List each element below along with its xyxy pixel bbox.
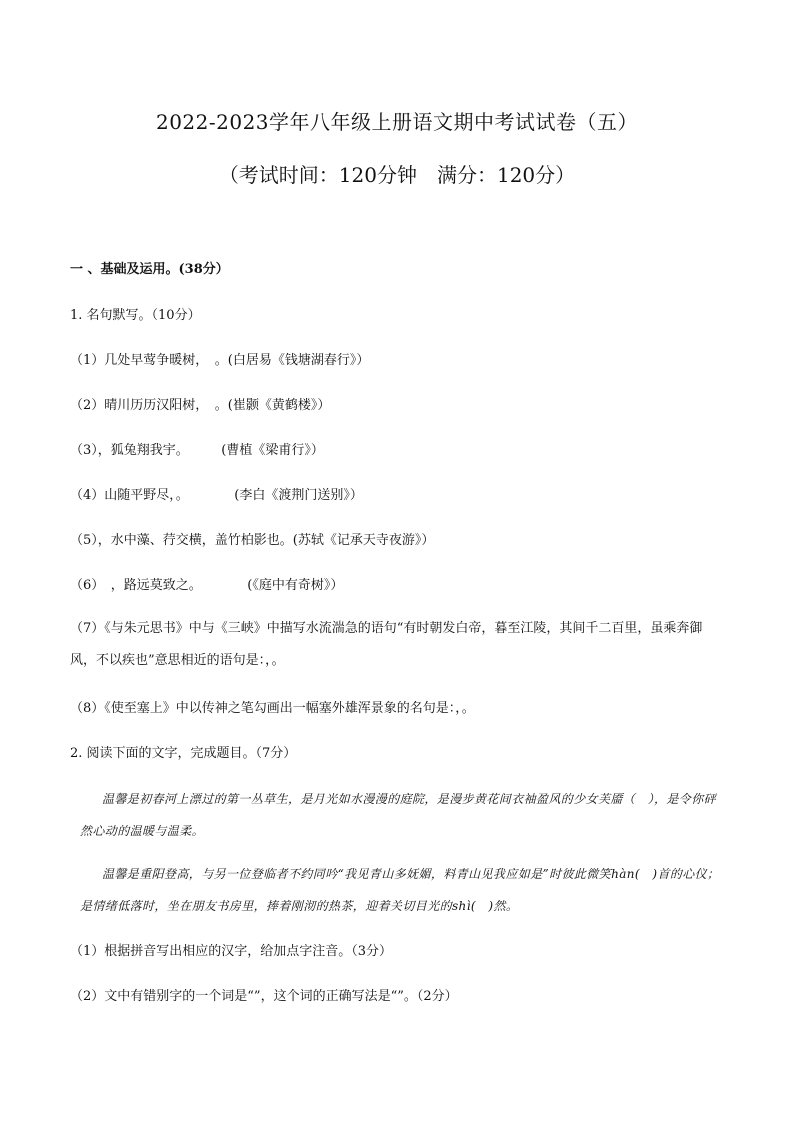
question-1-item-1: （1）几处早莺争暖树， 。(白居易《钱塘湖春行》） [70, 353, 370, 368]
passage-text-2: 温馨是重阳登高，与另一位登临者不约同吟“我见青山多妩媚，料青山见我应如是”时彼此微笑hàn( )首的心仪；是情绪低落时，坐在朋友书房里，捧着刚沏的热茶，迎着关切目光的shì( )然。 [80, 867, 720, 913]
question-1-item-2: （2）晴川历历汉阳树， 。(崔颢《黄鹤楼》） [70, 398, 331, 413]
question-2-stem: 2. 阅读下面的文字，完成题目。（7分） [70, 746, 297, 761]
question-1-item-7: （7）《与朱元思书》中与《三峡》中描写水流湍急的语句“有时朝发白帝，暮至江陵，其间千二百里，虽乘奔御风，不以疾也”意思相近的语句是：，。 [70, 621, 703, 668]
reading-passage-paragraph-2 [80, 858, 722, 922]
section-heading: 一 、基础及运用。(38分） [70, 262, 229, 277]
question-1-item-3: （3），狐兔翔我宇。 (曹植《梁甫行》） [70, 443, 324, 458]
question-1-item-6: （6） ，路远莫致之。 (《庭中有奇树》） [70, 578, 344, 593]
question-1-item-8: （8）《使至塞上》中以传神之笔勾画出一幅塞外雄浑景象的名句是：，。 [70, 701, 475, 716]
question-2-sub-2: （2）文中有错别字的一个词是“”，这个词的正确写法是“”。（2分） [70, 989, 458, 1004]
question-1-item-4: （4）山随平野尽，。 (李白《渡荆门送别》） [70, 488, 363, 503]
question-2-sub-1: （1）根据拼音写出相应的汉字，给加点字注音。（3分） [70, 944, 393, 959]
question-1-stem: 1. 名句默写。（10分） [70, 308, 201, 323]
exam-info: （考试时间：120分钟 满分：120分） [218, 163, 576, 187]
passage-text-1: 温馨是初春河上漂过的第一丛草生，是月光如水漫漫的庭院，是漫步黄花间衣袖盈风的少女芙靥（ ），是令你砰然心动的温暖与温柔。 [80, 792, 717, 838]
reading-passage-paragraph-1 [80, 783, 722, 847]
page-title: 2022-2023学年八年级上册语文期中考试试卷（五） [155, 110, 639, 134]
question-1-item-5: （5），水中藻、荇交横，盖竹柏影也。(苏轼《记承天寺夜游》） [70, 533, 435, 548]
